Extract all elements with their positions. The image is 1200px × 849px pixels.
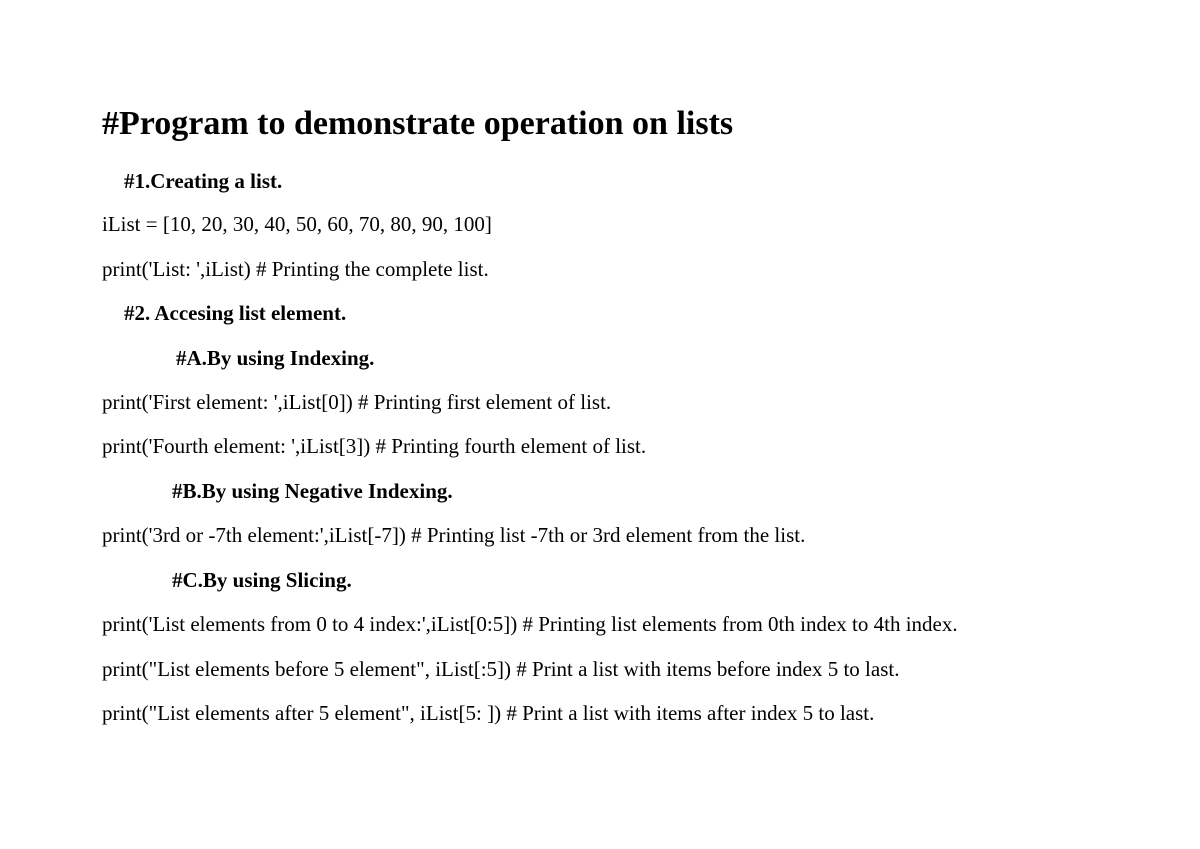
code-line-slice-after-5: print("List elements after 5 element", iList[5: ]) # Print a list with items after index 5 to last. <box>102 701 875 725</box>
section-heading-creating-list: #1.Creating a list. <box>124 169 283 193</box>
section-heading-accessing-elements: #2. Accesing list element. <box>124 301 347 325</box>
subsection-heading-slicing: #C.By using Slicing. <box>172 568 352 592</box>
code-line-first-element: print('First element: ',iList[0]) # Printing first element of list. <box>102 390 612 414</box>
document-title: #Program to demonstrate operation on lists <box>102 105 734 142</box>
subsection-heading-indexing: #A.By using Indexing. <box>176 346 375 370</box>
code-line-print-list: print('List: ',iList) # Printing the complete list. <box>102 257 489 281</box>
code-line-list-definition: iList = [10, 20, 30, 40, 50, 60, 70, 80, 90, 100] <box>102 212 492 236</box>
code-line-negative-index: print('3rd or -7th element:',iList[-7]) # Printing list -7th or 3rd element from the list. <box>102 523 806 547</box>
code-line-slice-before-5: print("List elements before 5 element", iList[:5]) # Print a list with items before index 5 to last. <box>102 657 900 681</box>
code-line-slice-0-5: print('List elements from 0 to 4 index:',iList[0:5]) # Printing list elements from 0th index to 4th index. <box>102 612 958 636</box>
code-line-fourth-element: print('Fourth element: ',iList[3]) # Printing fourth element of list. <box>102 434 647 458</box>
subsection-heading-negative-indexing: #B.By using Negative Indexing. <box>172 479 453 503</box>
